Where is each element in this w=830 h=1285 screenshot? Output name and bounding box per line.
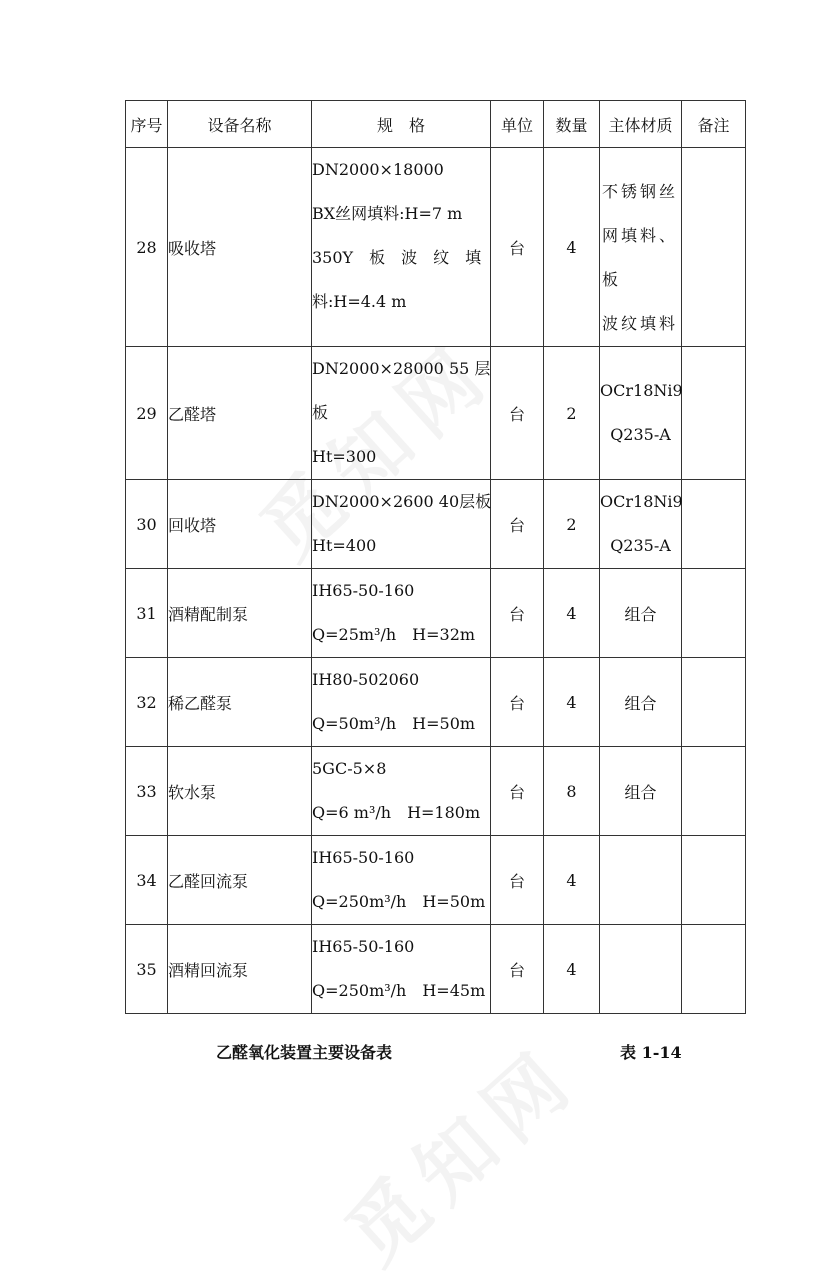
header-no: 序号 <box>126 101 168 148</box>
qty-cell: 4 <box>544 658 600 747</box>
qty-cell: 8 <box>544 747 600 836</box>
spec-cell <box>312 480 491 569</box>
spec-cell <box>312 569 491 658</box>
spec-line: DN2000×28000 55 层 <box>312 359 491 378</box>
spec-cell <box>312 747 491 836</box>
material-cell: 组合 <box>600 569 682 658</box>
row-number: 29 <box>126 347 168 480</box>
material-line: 网填料、板 <box>602 226 679 289</box>
spec-cell <box>312 658 491 747</box>
material-cell <box>600 836 682 925</box>
row-number: 31 <box>126 569 168 658</box>
spec-line: IH65-50-160 <box>312 581 415 600</box>
table-caption: 乙醛氧化装置主要设备表 <box>216 1043 393 1062</box>
spec-line: DN2000×18000 <box>312 160 444 179</box>
remark-cell <box>682 569 746 658</box>
remark-cell <box>682 747 746 836</box>
row-number: 32 <box>126 658 168 747</box>
equipment-table <box>125 100 746 1014</box>
remark-cell <box>682 480 746 569</box>
unit-cell: 台 <box>491 925 544 1014</box>
header-material: 主体材质 <box>600 101 682 148</box>
unit-cell: 台 <box>491 480 544 569</box>
table-row <box>126 747 746 836</box>
material-cell <box>600 925 682 1014</box>
spec-line: Ht=400 <box>312 536 377 555</box>
material-line: OCr18Ni9 <box>600 492 683 511</box>
spec-line: Q=50m³/h H=50m <box>312 714 476 733</box>
qty-cell: 2 <box>544 347 600 480</box>
unit-cell: 台 <box>491 658 544 747</box>
table-header-row <box>126 101 746 148</box>
spec-line: Q=250m³/h H=45m <box>312 981 486 1000</box>
equipment-name: 回收塔 <box>168 480 312 569</box>
unit-cell: 台 <box>491 347 544 480</box>
equipment-name: 稀乙醛泵 <box>168 658 312 747</box>
unit-cell: 台 <box>491 836 544 925</box>
unit-cell: 台 <box>491 747 544 836</box>
table-row <box>126 347 746 480</box>
spec-line: 板 <box>312 403 329 422</box>
spec-line: IH80-502060 <box>312 670 420 689</box>
material-cell: 组合 <box>600 747 682 836</box>
row-number: 30 <box>126 480 168 569</box>
spec-cell <box>312 836 491 925</box>
spec-line: Q=250m³/h H=50m <box>312 892 486 911</box>
qty-cell: 4 <box>544 148 600 347</box>
spec-line: 350Y 板 波 纹 填 <box>312 248 482 267</box>
spec-line: DN2000×2600 40层板 <box>312 492 492 511</box>
header-name: 设备名称 <box>168 101 312 148</box>
spec-line: 料:H=4.4 m <box>312 292 407 311</box>
qty-cell: 4 <box>544 569 600 658</box>
table-row <box>126 148 746 347</box>
remark-cell <box>682 836 746 925</box>
row-number: 33 <box>126 747 168 836</box>
header-remark: 备注 <box>682 101 746 148</box>
qty-cell: 4 <box>544 925 600 1014</box>
header-spec: 规 格 <box>312 101 491 148</box>
spec-line: BX丝网填料:H=7 m <box>312 204 463 223</box>
material-cell <box>600 480 682 569</box>
material-cell <box>600 148 682 347</box>
spec-cell <box>312 925 491 1014</box>
spec-line: Q=25m³/h H=32m <box>312 625 476 644</box>
equipment-name: 酒精配制泵 <box>168 569 312 658</box>
spec-line: IH65-50-160 <box>312 937 415 956</box>
material-line: 波纹填料 <box>602 314 679 333</box>
material-line: 不锈钢丝 <box>602 182 679 201</box>
row-number: 35 <box>126 925 168 1014</box>
table-number: 表 1-14 <box>620 1043 682 1062</box>
table-row <box>126 480 746 569</box>
row-number: 34 <box>126 836 168 925</box>
table-row <box>126 658 746 747</box>
material-cell <box>600 347 682 480</box>
qty-cell: 4 <box>544 836 600 925</box>
spec-cell <box>312 148 491 347</box>
remark-cell <box>682 148 746 347</box>
table-row <box>126 836 746 925</box>
material-line: Q235-A <box>610 425 671 444</box>
equipment-name: 乙醛塔 <box>168 347 312 480</box>
remark-cell <box>682 658 746 747</box>
equipment-name: 吸收塔 <box>168 148 312 347</box>
table-row <box>126 569 746 658</box>
remark-cell <box>682 347 746 480</box>
remark-cell <box>682 925 746 1014</box>
equipment-name: 酒精回流泵 <box>168 925 312 1014</box>
equipment-name: 乙醛回流泵 <box>168 836 312 925</box>
header-unit: 单位 <box>491 101 544 148</box>
qty-cell: 2 <box>544 480 600 569</box>
header-qty: 数量 <box>544 101 600 148</box>
unit-cell: 台 <box>491 569 544 658</box>
row-number: 28 <box>126 148 168 347</box>
spec-line: 5GC-5×8 <box>312 759 387 778</box>
material-cell: 组合 <box>600 658 682 747</box>
unit-cell: 台 <box>491 148 544 347</box>
table-row <box>126 925 746 1014</box>
spec-line: Ht=300 <box>312 447 377 466</box>
spec-line: Q=6 m³/h H=180m <box>312 803 481 822</box>
material-line: OCr18Ni9 <box>600 381 683 400</box>
material-line: Q235-A <box>610 536 671 555</box>
spec-cell <box>312 347 491 480</box>
equipment-name: 软水泵 <box>168 747 312 836</box>
spec-line: IH65-50-160 <box>312 848 415 867</box>
